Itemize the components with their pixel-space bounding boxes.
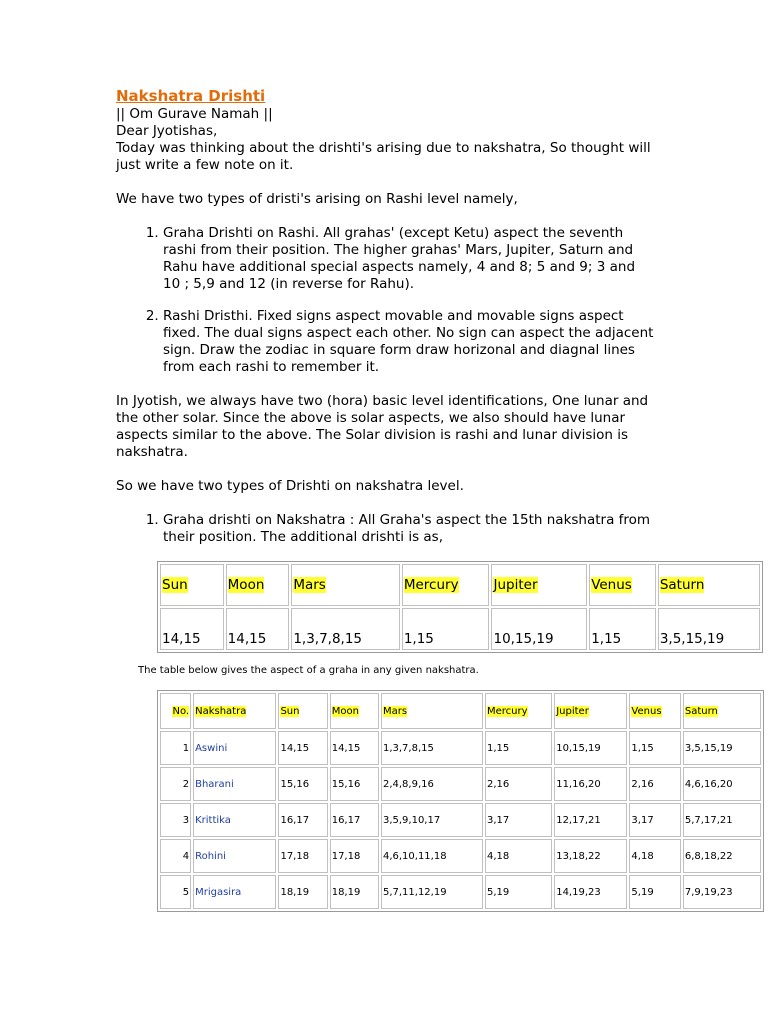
table-row: [160, 767, 761, 801]
table-cell: 1,15: [589, 608, 656, 650]
header-cell-jupiter: Jupiter: [554, 693, 627, 729]
table-cell: 12,17,21: [554, 803, 627, 837]
table-cell: 14,15: [160, 608, 224, 650]
table-cell: 3,5,15,19: [658, 608, 760, 650]
header-cell-mercury: Mercury: [485, 693, 552, 729]
nakshatra-drishti-list: [116, 512, 656, 546]
intro-paragraph: Today was thinking about the drishti's arising due to nakshatra, So thought will just write a few note on it.: [116, 140, 651, 173]
list-item: 2. Rashi Dristhi. Fixed signs aspect movable and movable signs aspect fixed. The dual signs aspect each other. No sign can aspect the adjacent sign. Draw the zodiac in square form draw horizonal and diagnal lines from each rashi to remember it.: [163, 308, 656, 376]
table-header-row: [160, 564, 760, 606]
nakshatra-link[interactable]: Bharani: [193, 767, 276, 801]
table-cell: 1,15: [485, 731, 552, 765]
article: [116, 86, 656, 546]
row-number: 2: [160, 767, 191, 801]
table-cell: 16,17: [330, 803, 379, 837]
table-cell: 13,18,22: [554, 839, 627, 873]
nakshatra-link[interactable]: Mrigasira: [193, 875, 276, 909]
table-cell: 6,8,18,22: [683, 839, 761, 873]
header-cell-mercury: Mercury: [402, 564, 490, 606]
table-cell: 14,15: [330, 731, 379, 765]
header-cell-no: No.: [160, 693, 191, 729]
rashi-drishti-list: [116, 225, 656, 376]
table-row: [160, 875, 761, 909]
header-cell-mars: Mars: [381, 693, 483, 729]
nakshatra-link[interactable]: Krittika: [193, 803, 276, 837]
row-number: 4: [160, 839, 191, 873]
invocation-line: || Om Gurave Namah ||: [116, 106, 273, 122]
table-cell: 2,16: [629, 767, 680, 801]
list-item: 1. Graha drishti on Nakshatra : All Graha's aspect the 15th nakshatra from their position. The additional drishti is as,: [163, 512, 656, 546]
table-cell: 4,6,16,20: [683, 767, 761, 801]
table-cell: 5,19: [485, 875, 552, 909]
table-cell: 17,18: [278, 839, 327, 873]
row-number: 5: [160, 875, 191, 909]
header-cell-sun: Sun: [160, 564, 224, 606]
table-cell: 3,5,9,10,17: [381, 803, 483, 837]
table-row: [160, 608, 760, 650]
table-cell: 1,3,7,8,15: [291, 608, 400, 650]
table-cell: 3,17: [485, 803, 552, 837]
table-cell: 10,15,19: [491, 608, 587, 650]
table-row: [160, 839, 761, 873]
nakshatra-link[interactable]: Aswini: [193, 731, 276, 765]
nakshatra-aspect-table: [157, 690, 764, 912]
nakshatra-link[interactable]: Rohini: [193, 839, 276, 873]
header-cell-moon: Moon: [330, 693, 379, 729]
article-title[interactable]: Nakshatra Drishti: [116, 87, 266, 105]
table-cell: 5,19: [629, 875, 680, 909]
table-cell: 3,17: [629, 803, 680, 837]
row-number: 1: [160, 731, 191, 765]
table-cell: 1,15: [629, 731, 680, 765]
header-cell-saturn: Saturn: [658, 564, 760, 606]
greeting-line: Dear Jyotishas,: [116, 123, 218, 139]
rashi-paragraph: We have two types of dristi's arising on Rashi level namely,: [116, 191, 518, 207]
list-item: 1. Graha Drishti on Rashi. All grahas' (except Ketu) aspect the seventh rashi from their position. The higher grahas' Mars, Jupiter, Saturn and Rahu have additional special aspects namely, 4 and 8; 5 and 9; 3 and 10 ; 5,9 and 12 (in reverse for Rahu).: [163, 225, 656, 293]
header-cell-venus: Venus: [629, 693, 680, 729]
table-cell: 2,4,8,9,16: [381, 767, 483, 801]
row-number: 3: [160, 803, 191, 837]
header-cell-mars: Mars: [291, 564, 400, 606]
jyotish-paragraph: In Jyotish, we always have two (hora) basic level identifications, One lunar and the other solar. Since the above is solar aspects, we also should have lunar aspects similar to the above. The Solar division is rashi and lunar division is nakshatra.: [116, 393, 649, 460]
table-header-row: [160, 693, 761, 729]
table-cell: 5,7,11,12,19: [381, 875, 483, 909]
table-cell: 14,19,23: [554, 875, 627, 909]
table-cell: 14,15: [278, 731, 327, 765]
table-row: [160, 803, 761, 837]
header-cell-moon: Moon: [226, 564, 290, 606]
table-cell: 16,17: [278, 803, 327, 837]
table-cell: 1,3,7,8,15: [381, 731, 483, 765]
table-cell: 10,15,19: [554, 731, 627, 765]
table-cell: 2,16: [485, 767, 552, 801]
table-cell: 17,18: [330, 839, 379, 873]
table-cell: 7,9,19,23: [683, 875, 761, 909]
table-cell: 14,15: [226, 608, 290, 650]
table-cell: 15,16: [330, 767, 379, 801]
table-cell: 4,18: [485, 839, 552, 873]
header-cell-saturn: Saturn: [683, 693, 761, 729]
header-cell-sun: Sun: [278, 693, 327, 729]
table-note: The table below gives the aspect of a graha in any given nakshatra.: [138, 665, 479, 676]
table-cell: 4,18: [629, 839, 680, 873]
additional-drishti-table: [157, 561, 763, 653]
header-cell-venus: Venus: [589, 564, 656, 606]
table-cell: 18,19: [278, 875, 327, 909]
table-cell: 15,16: [278, 767, 327, 801]
table-cell: 5,7,17,21: [683, 803, 761, 837]
table-cell: 3,5,15,19: [683, 731, 761, 765]
header-cell-jupiter: Jupiter: [491, 564, 587, 606]
nakshatra-paragraph: So we have two types of Drishti on nakshatra level.: [116, 478, 464, 494]
table-row: [160, 731, 761, 765]
header-cell-nakshatra: Nakshatra: [193, 693, 276, 729]
table-cell: 11,16,20: [554, 767, 627, 801]
table-cell: 4,6,10,11,18: [381, 839, 483, 873]
table-cell: 1,15: [402, 608, 490, 650]
table-cell: 18,19: [330, 875, 379, 909]
